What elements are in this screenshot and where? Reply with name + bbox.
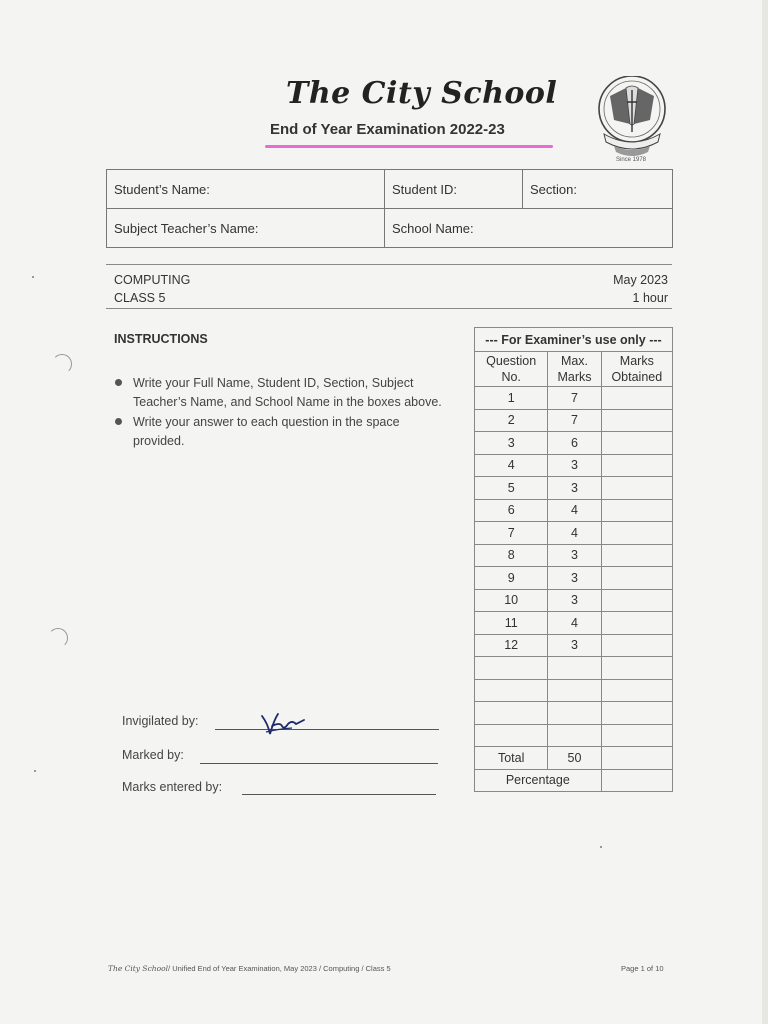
table-row bbox=[475, 567, 673, 590]
school-crest-logo bbox=[596, 76, 668, 170]
marks-obtained-cell[interactable] bbox=[601, 499, 672, 522]
scan-speck bbox=[34, 770, 36, 772]
teacher-name-field[interactable] bbox=[107, 209, 385, 248]
marks-obtained-cell[interactable] bbox=[601, 612, 672, 635]
exam-date: May 2023 bbox=[613, 273, 668, 287]
max-marks: 7 bbox=[548, 409, 601, 432]
scan-speck bbox=[32, 276, 34, 278]
max-marks: 7 bbox=[548, 387, 601, 410]
table-row bbox=[475, 499, 673, 522]
logo-since-text: Since 1978 bbox=[616, 157, 647, 163]
empty-row bbox=[475, 657, 673, 680]
footer-left bbox=[108, 964, 391, 973]
table-row bbox=[475, 409, 673, 432]
question-number: 8 bbox=[475, 544, 548, 567]
table-row bbox=[475, 454, 673, 477]
table-row bbox=[475, 612, 673, 635]
page-number: Page 1 of 10 bbox=[621, 964, 664, 973]
student-id-label: Student ID: bbox=[392, 181, 458, 197]
marks-obtained-cell[interactable] bbox=[601, 432, 672, 455]
class-name: CLASS 5 bbox=[114, 291, 166, 305]
punch-hole-mark bbox=[52, 354, 72, 374]
student-name-field[interactable] bbox=[107, 170, 385, 209]
footer-school-name: The City School bbox=[108, 964, 169, 973]
school-name-label: School Name: bbox=[392, 220, 474, 236]
examiner-marks-table bbox=[474, 327, 673, 792]
max-marks: 3 bbox=[548, 634, 601, 657]
scan-speck bbox=[600, 846, 602, 848]
column-header-question: Question No. bbox=[475, 352, 548, 387]
student-id-field[interactable] bbox=[385, 170, 523, 209]
marks-obtained-cell[interactable] bbox=[601, 409, 672, 432]
instructions-list bbox=[114, 374, 444, 452]
question-number: 3 bbox=[475, 432, 548, 455]
student-name-label: Student’s Name: bbox=[114, 181, 210, 197]
section-label: Section: bbox=[530, 181, 577, 197]
table-row bbox=[475, 477, 673, 500]
max-marks: 4 bbox=[548, 499, 601, 522]
percentage-row bbox=[475, 769, 673, 792]
instruction-item bbox=[114, 413, 444, 450]
table-row bbox=[475, 589, 673, 612]
total-max-marks: 50 bbox=[548, 747, 601, 770]
invigilator-signature bbox=[258, 710, 306, 738]
examiner-table-caption: --- For Examiner’s use only --- bbox=[475, 328, 673, 352]
marks-entered-by-label: Marks entered by: bbox=[122, 780, 223, 794]
question-number: 10 bbox=[475, 589, 548, 612]
punch-hole-mark bbox=[48, 628, 68, 648]
divider-top bbox=[106, 264, 672, 265]
bullet-icon bbox=[115, 379, 122, 386]
divider-bottom bbox=[106, 308, 672, 309]
page-edge bbox=[762, 0, 768, 1024]
column-header-max-marks: Max. Marks bbox=[548, 352, 601, 387]
instruction-text: Write your answer to each question in the space provided. bbox=[133, 415, 400, 448]
marks-entered-by-line[interactable] bbox=[242, 794, 436, 795]
percentage-cell[interactable] bbox=[601, 769, 672, 792]
percentage-label: Percentage bbox=[475, 769, 602, 792]
exam-title: End of Year Examination 2022-23 bbox=[270, 121, 505, 138]
empty-row bbox=[475, 724, 673, 747]
marks-obtained-cell[interactable] bbox=[601, 387, 672, 410]
total-obtained-cell[interactable] bbox=[601, 747, 672, 770]
max-marks: 4 bbox=[548, 612, 601, 635]
marks-obtained-cell[interactable] bbox=[601, 567, 672, 590]
max-marks: 3 bbox=[548, 544, 601, 567]
instruction-text: Write your Full Name, Student ID, Section, Subject Teacher’s Name, and School Name in the boxes above. bbox=[133, 376, 442, 409]
subject-block bbox=[114, 271, 190, 307]
question-number: 1 bbox=[475, 387, 548, 410]
marks-obtained-cell[interactable] bbox=[601, 522, 672, 545]
marks-obtained-cell[interactable] bbox=[601, 454, 672, 477]
teacher-name-label: Subject Teacher’s Name: bbox=[114, 220, 259, 236]
bullet-icon bbox=[115, 418, 122, 425]
max-marks: 4 bbox=[548, 522, 601, 545]
instructions-heading: INSTRUCTIONS bbox=[114, 332, 208, 346]
empty-row bbox=[475, 702, 673, 725]
highlight-underline bbox=[265, 145, 553, 148]
exam-duration: 1 hour bbox=[632, 291, 668, 305]
max-marks: 6 bbox=[548, 432, 601, 455]
question-number: 6 bbox=[475, 499, 548, 522]
question-number: 9 bbox=[475, 567, 548, 590]
marks-obtained-cell[interactable] bbox=[601, 589, 672, 612]
question-number: 11 bbox=[475, 612, 548, 635]
section-field[interactable] bbox=[523, 170, 673, 209]
max-marks: 3 bbox=[548, 589, 601, 612]
max-marks: 3 bbox=[548, 477, 601, 500]
marks-obtained-cell[interactable] bbox=[601, 634, 672, 657]
table-row bbox=[475, 544, 673, 567]
question-number: 12 bbox=[475, 634, 548, 657]
footer-exam-text: / Unified End of Year Examination, May 2023 / Computing / Class 5 bbox=[168, 964, 391, 973]
total-row bbox=[475, 747, 673, 770]
column-header-marks-obtained: Marks Obtained bbox=[601, 352, 672, 387]
empty-row bbox=[475, 679, 673, 702]
date-block bbox=[613, 271, 668, 307]
invigilated-by-label: Invigilated by: bbox=[122, 714, 199, 728]
total-label: Total bbox=[475, 747, 548, 770]
question-number: 2 bbox=[475, 409, 548, 432]
max-marks: 3 bbox=[548, 454, 601, 477]
school-name-field[interactable] bbox=[385, 209, 673, 248]
table-row bbox=[475, 387, 673, 410]
instruction-item bbox=[114, 374, 444, 411]
invigilated-by-line[interactable] bbox=[215, 729, 439, 730]
table-row bbox=[475, 432, 673, 455]
student-info-table bbox=[106, 169, 673, 248]
marked-by-label: Marked by: bbox=[122, 748, 184, 762]
school-name: The City School bbox=[286, 76, 558, 111]
subject-name: COMPUTING bbox=[114, 273, 191, 287]
marks-obtained-cell[interactable] bbox=[601, 477, 672, 500]
question-number: 5 bbox=[475, 477, 548, 500]
max-marks: 3 bbox=[548, 567, 601, 590]
table-row bbox=[475, 522, 673, 545]
marks-obtained-cell[interactable] bbox=[601, 544, 672, 567]
question-number: 4 bbox=[475, 454, 548, 477]
table-row bbox=[475, 634, 673, 657]
marked-by-line[interactable] bbox=[200, 763, 438, 764]
question-number: 7 bbox=[475, 522, 548, 545]
